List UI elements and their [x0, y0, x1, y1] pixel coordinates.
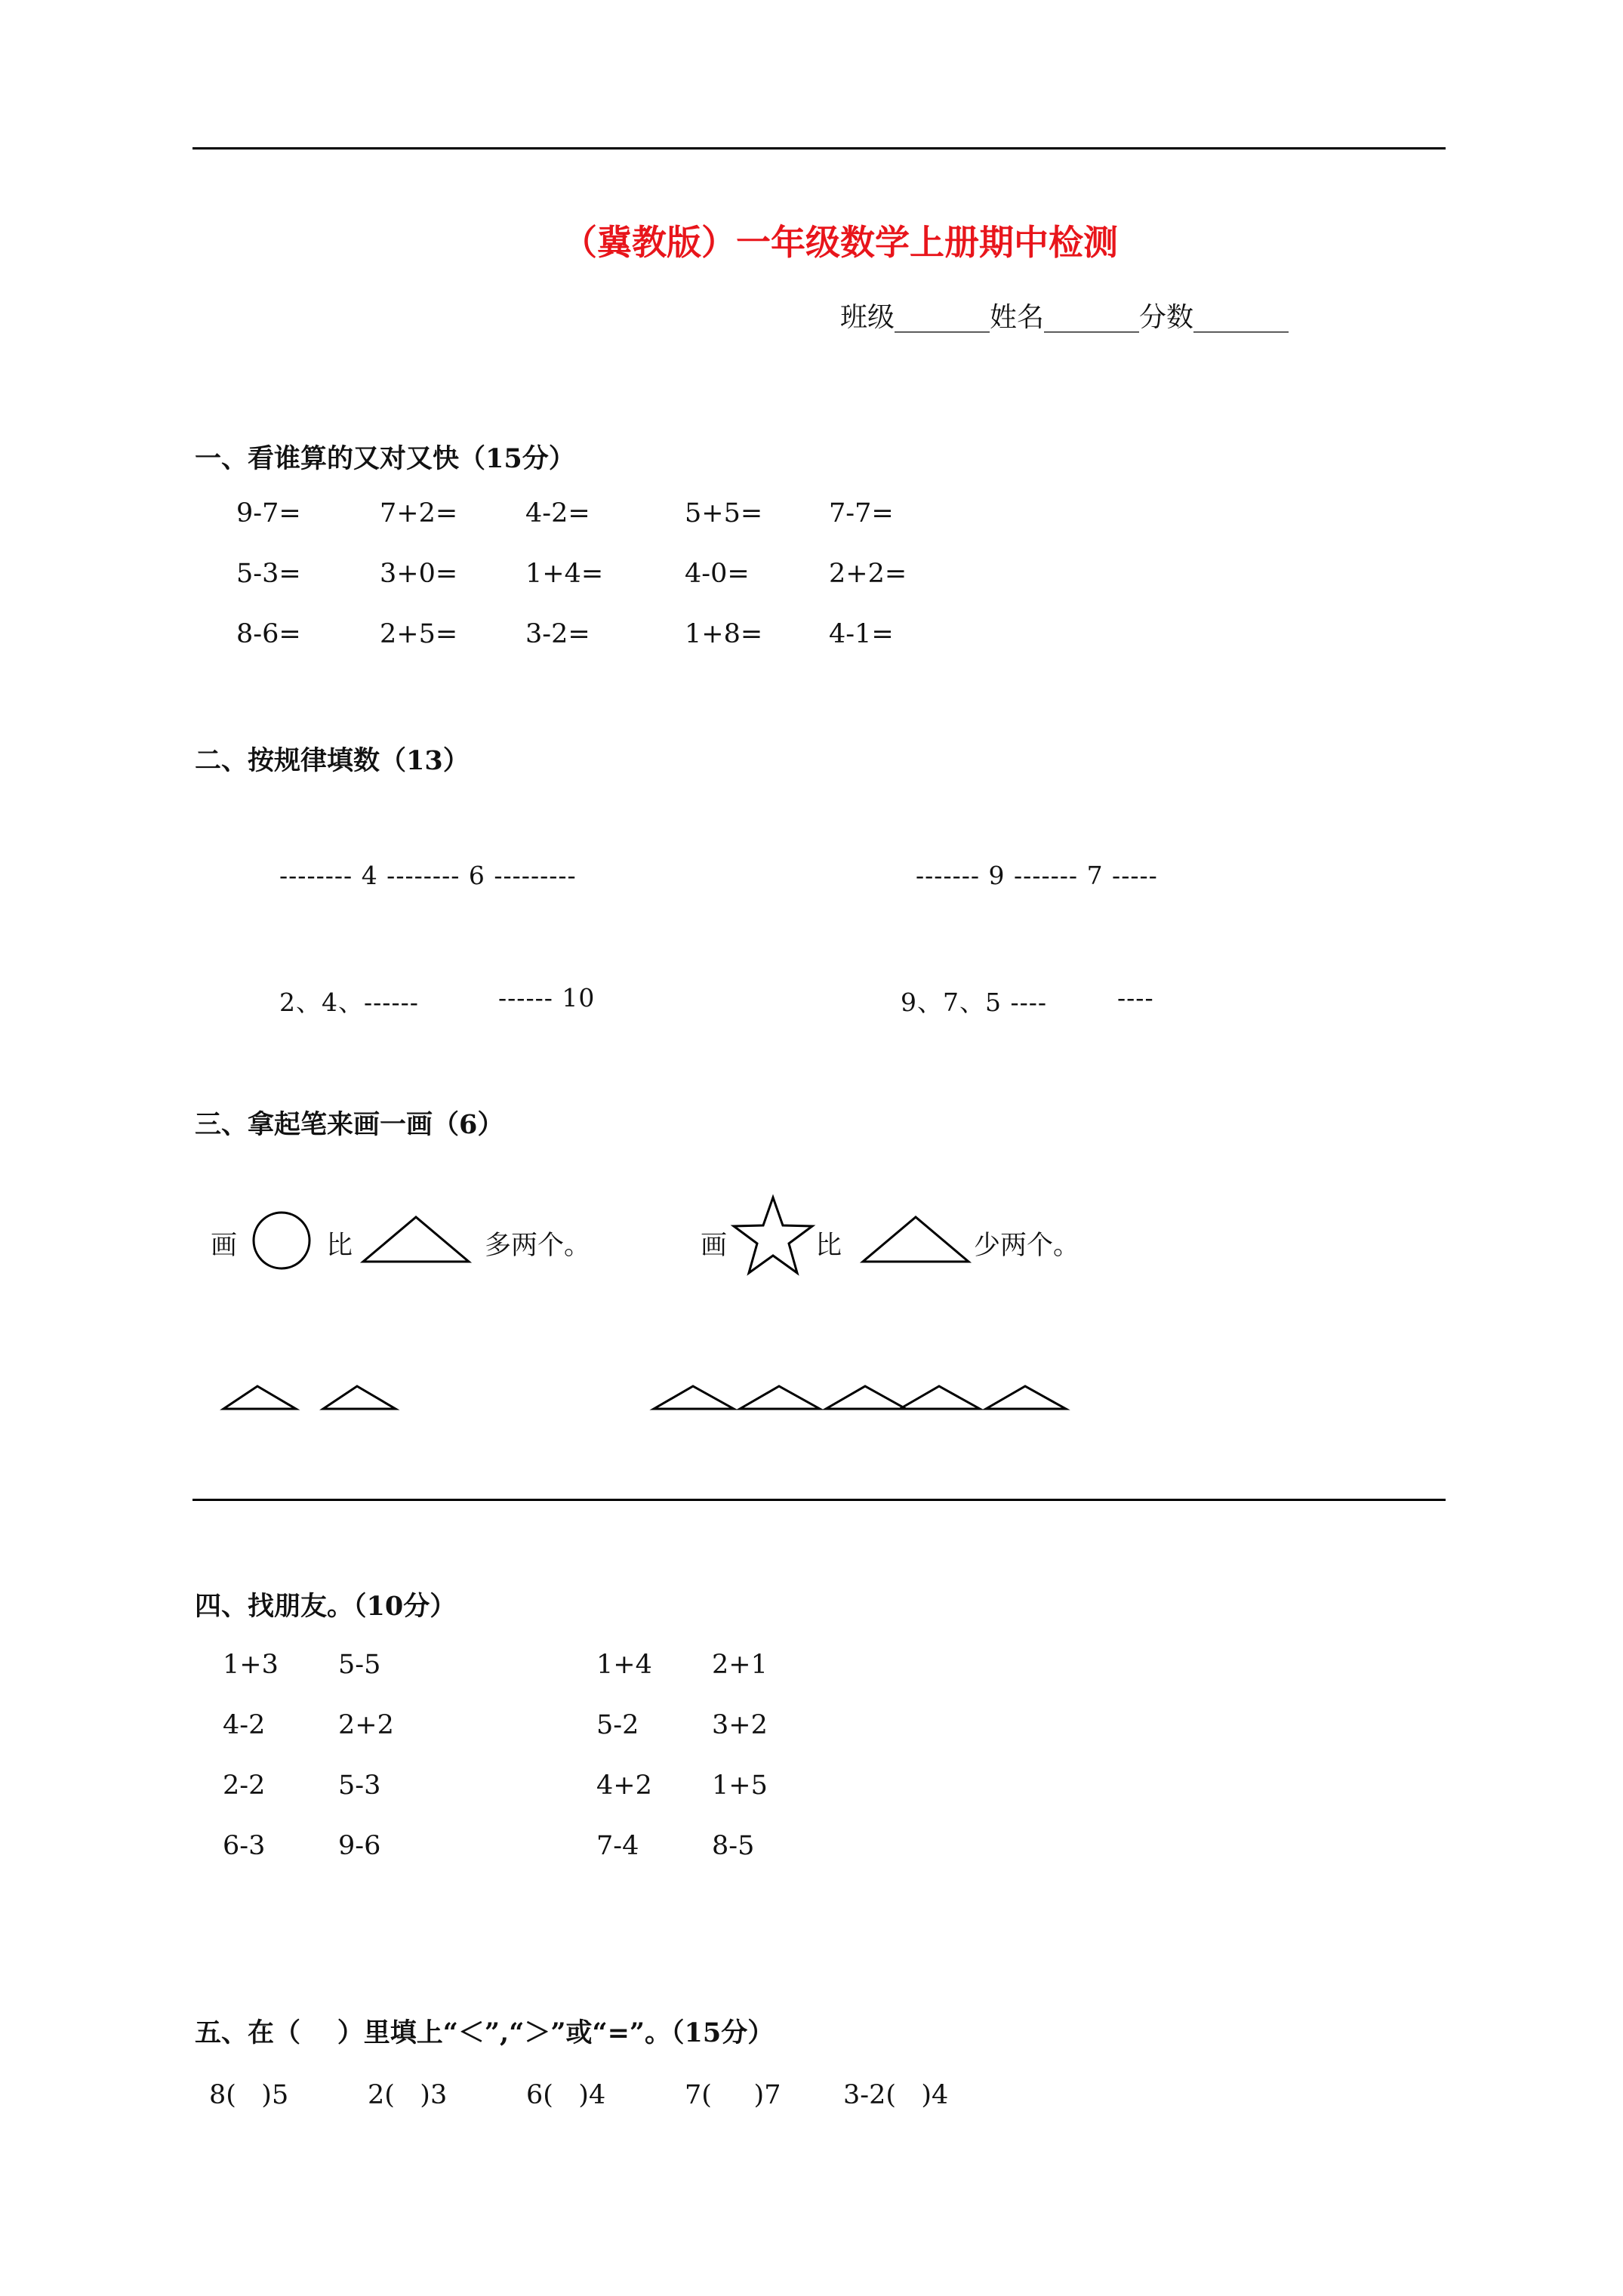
friend-item: 1+5: [712, 1771, 768, 1801]
s1-item: 9-7=: [236, 498, 301, 529]
draw-label-right: 画: [701, 1231, 728, 1261]
small-triangle: [223, 1386, 296, 1409]
section4-heading: 四、找朋友。（10分）: [195, 1591, 457, 1622]
s1-item: 2+5=: [380, 619, 458, 649]
friend-item: 4-2: [223, 1710, 266, 1740]
score-field-label: 分数_______: [1139, 302, 1289, 333]
friend-item: 6-3: [223, 1831, 266, 1861]
small-triangle: [654, 1386, 734, 1409]
friend-item: 5-5: [338, 1650, 381, 1680]
friend-item: 9-6: [338, 1831, 381, 1861]
friend-item: 7-4: [596, 1831, 639, 1861]
friend-item: 2-2: [223, 1771, 266, 1801]
small-triangle: [740, 1386, 820, 1409]
s1-item: 2+2=: [829, 559, 907, 589]
s1-item: 5+5=: [685, 498, 763, 529]
triangle-reference-right: [861, 1214, 971, 1264]
sequence-4-start: 9、7、5 ----: [901, 988, 1048, 1017]
small-triangle: [826, 1386, 906, 1409]
friend-item: 1+3: [223, 1650, 279, 1680]
compare-item: 7( )7: [685, 2080, 781, 2110]
sequence-3-start: 2、4、------: [279, 988, 419, 1017]
friend-item: 1+4: [596, 1650, 652, 1680]
name-field-label: 姓名_______: [990, 302, 1140, 333]
friend-item: 8-5: [712, 1831, 755, 1861]
friend-item: 2+2: [338, 1710, 394, 1740]
compare-item: 8( )5: [209, 2080, 289, 2110]
s1-item: 8-6=: [236, 619, 301, 649]
compare-item: 2( )3: [368, 2080, 448, 2110]
section1-heading: 一、看谁算的又对又快（15分）: [195, 443, 575, 474]
circle-shape: [251, 1210, 312, 1271]
compare-label-left: 比: [326, 1231, 353, 1261]
section3-heading: 三、拿起笔来画一画（6）: [195, 1109, 504, 1140]
s1-item: 3-2=: [525, 619, 590, 649]
sequence-4-end: ----: [1117, 983, 1154, 1012]
sequence-3-end: ------ 10: [498, 983, 596, 1012]
sequence-2: ------- 9 ------- 7 -----: [916, 861, 1158, 890]
instruction-less-two: 少两个。: [974, 1231, 1080, 1261]
star-shape: [731, 1195, 815, 1277]
triangle-group-left: [219, 1382, 408, 1412]
compare-item: 3-2( )4: [843, 2080, 949, 2110]
friend-item: 5-2: [596, 1710, 639, 1740]
top-divider: [192, 147, 1446, 149]
small-triangle: [323, 1386, 396, 1409]
friend-item: 2+1: [712, 1650, 768, 1680]
triangle-reference-left: [361, 1214, 471, 1264]
s1-item: 1+8=: [685, 619, 763, 649]
friend-item: 5-3: [338, 1771, 381, 1801]
small-triangle: [900, 1386, 980, 1409]
section5-heading: 五、在（ ）里填上“＜”,“＞”或“=”。（15分）: [195, 2017, 775, 2048]
friend-item: 3+2: [712, 1710, 768, 1740]
student-info-line: [840, 296, 1289, 334]
page-title: （冀教版）一年级数学上册期中检测: [562, 222, 1118, 263]
sequence-1: -------- 4 -------- 6 ---------: [279, 861, 577, 890]
s1-item: 1+4=: [525, 559, 604, 589]
middle-divider: [192, 1499, 1446, 1501]
friend-item: 4+2: [596, 1771, 652, 1801]
compare-item: 6( )4: [526, 2080, 606, 2110]
section2-heading: 二、按规律填数（13）: [195, 745, 470, 776]
compare-label-right: 比: [815, 1231, 842, 1261]
small-triangle: [986, 1386, 1066, 1409]
s1-item: 3+0=: [380, 559, 458, 589]
s1-item: 7+2=: [380, 498, 458, 529]
s1-item: 4-1=: [829, 619, 894, 649]
draw-label-left: 画: [211, 1231, 238, 1261]
s1-item: 4-2=: [525, 498, 590, 529]
s1-item: 5-3=: [236, 559, 301, 589]
instruction-more-two: 多两个。: [485, 1231, 591, 1261]
s1-item: 4-0=: [685, 559, 750, 589]
class-field-label: 班级_______: [840, 302, 990, 333]
triangle-group-right: [649, 1382, 1072, 1412]
s1-item: 7-7=: [829, 498, 894, 529]
